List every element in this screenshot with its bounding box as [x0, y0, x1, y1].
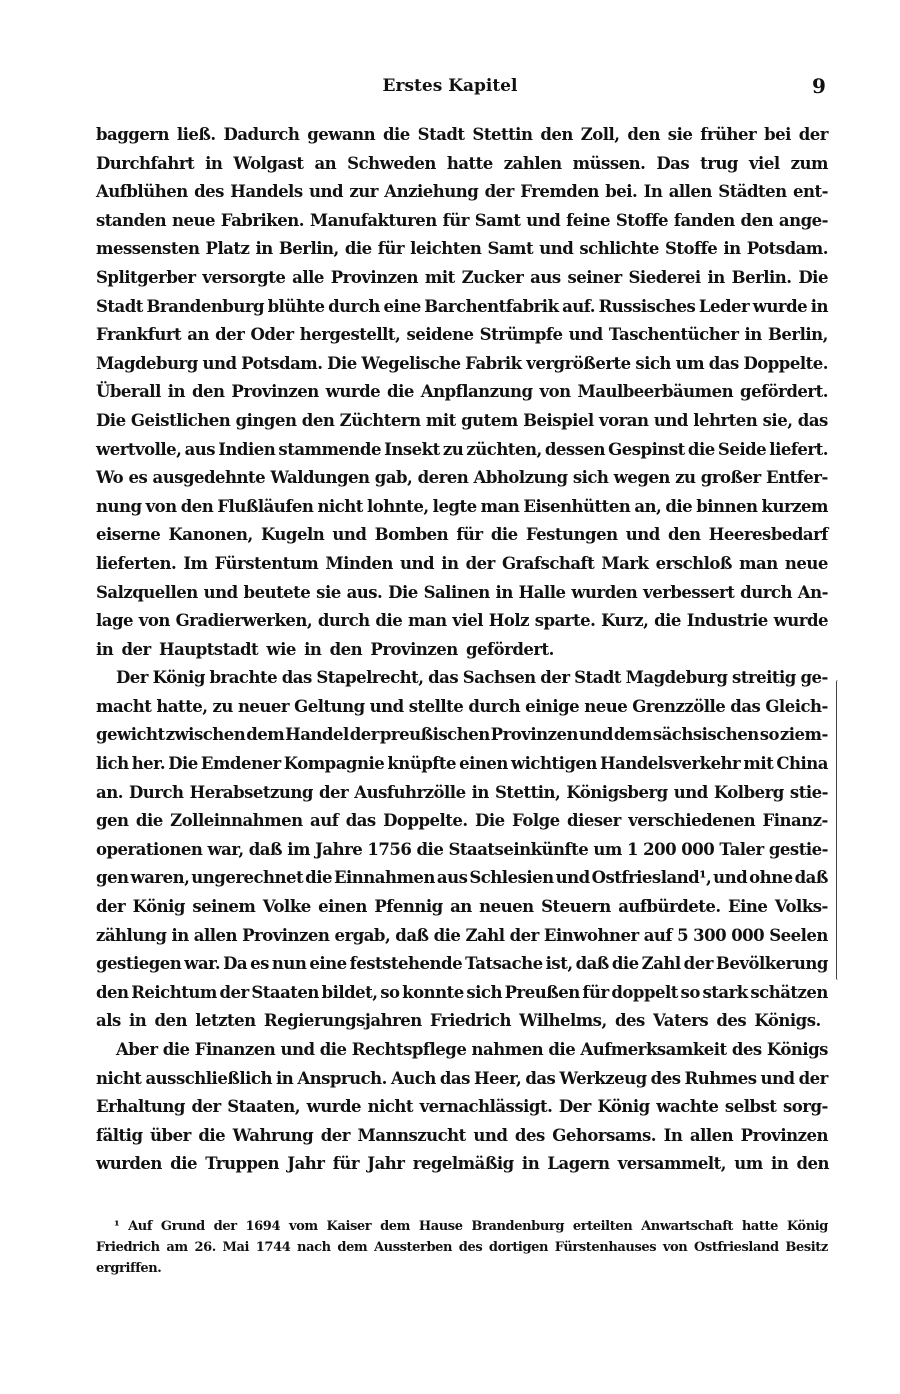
text-line: gewicht zwischen dem Handel der preußischen Provinzen und dem sächsischen so ziem- — [96, 725, 828, 745]
text-line: gen waren, ungerechnet die Einnahmen aus Schlesien und Ostfriesland¹, und ohne daß — [96, 868, 828, 888]
text-line: wurden die Truppen Jahr für Jahr regelmäßig in Lagern versammelt, um in den — [96, 1154, 829, 1174]
footnote — [96, 1216, 828, 1279]
text-line: eiserne Kanonen, Kugeln und Bomben für die Festungen und den Heeresbedarf — [96, 525, 828, 545]
text-line: Der König brachte das Stapelrecht, das Sachsen der Stadt Magdeburg streitig ge- — [116, 668, 828, 688]
text-line: Magdeburg und Potsdam. Die Wegelische Fabrik vergrößerte sich um das Doppelte. — [96, 353, 828, 373]
text-line: Aber die Finanzen und die Rechtspflege nahmen die Aufmerksamkeit des Königs — [116, 1040, 828, 1059]
text-line: Frankfurt an der Oder hergestellt, seidene Strümpfe und Taschentücher in Berlin, — [96, 325, 828, 345]
text-line: Splitgerber versorgte alle Provinzen mit Zucker aus seiner Siederei in Berlin. Die — [96, 267, 828, 287]
text-line: an. Durch Herabsetzung der Ausfuhrzölle in Stettin, Königsberg und Kolberg stie- — [96, 782, 828, 802]
body-text — [96, 121, 828, 1179]
text-line: der König seinem Volke einen Pfennig an neuen Steuern aufbürdete. Eine Volks- — [96, 897, 828, 917]
footnote-line: Friedrich am 26. Mai 1744 nach dem Aussterben des dortigen Fürstenhauses von Ostfriesland Besitz — [96, 1240, 828, 1255]
footnote-line: ergriffen. — [96, 1261, 162, 1276]
text-line: wertvolle, aus Indien stammende Insekt zu züchten, dessen Gespinst die Seide liefert. — [96, 439, 828, 459]
text-line: lieferten. Im Fürstentum Minden und in der Grafschaft Mark erschloß man neue — [96, 553, 828, 573]
text-line: nung von den Flußläufen nicht lohnte, legte man Eisenhütten an, die binnen kurzem — [96, 496, 828, 516]
text-line: Aufblühen des Handels und zur Anziehung der Fremden bei. In allen Städten ent- — [96, 182, 828, 202]
text-line: macht hatte, zu neuer Geltung und stellte durch einige neue Grenzzölle das Gleich- — [96, 696, 828, 716]
text-line: als in den letzten Regierungsjahren Friedrich Wilhelms, des Vaters des Königs. — [96, 1011, 821, 1031]
text-line: Wo es ausgedehnte Waldungen gab, deren Abholzung sich wegen zu großer Entfer- — [96, 468, 828, 488]
running-title: Erstes Kapitel — [382, 76, 518, 96]
text-line: lage von Gradierwerken, durch die man viel Holz sparte. Kurz, die Industrie wurde — [96, 611, 828, 631]
text-line: Überall in den Provinzen wurde die Anpflanzung von Maulbeerbäumen gefördert. — [96, 382, 828, 402]
margin-bracket-mark — [836, 680, 840, 980]
text-line: Erhaltung der Staaten, wurde nicht vernachlässigt. Der König wachte selbst sorg- — [96, 1097, 828, 1117]
text-line: zählung in allen Provinzen ergab, daß die Zahl der Einwohner auf 5 300 000 Seelen — [96, 925, 828, 945]
text-line: Stadt Brandenburg blühte durch eine Barchentfabrik auf. Russisches Leder wurde in — [96, 296, 828, 316]
text-line: lich her. Die Emdener Kompagnie knüpfte einen wichtigen Handelsverkehr mit China — [96, 754, 828, 774]
text-line: Durchfahrt in Wolgast an Schweden hatte zahlen müssen. Das trug viel zum — [96, 153, 828, 173]
footnote-line: ¹ Auf Grund der 1694 vom Kaiser dem Hause Brandenburg erteilten Anwartschaft hatte König — [114, 1219, 828, 1234]
page-number: 9 — [812, 74, 826, 98]
text-line: gestiegen war. Da es nun eine feststehende Tatsache ist, daß die Zahl der Bevölkerung — [96, 954, 828, 974]
text-line: nicht ausschließlich in Anspruch. Auch das Heer, das Werkzeug des Ruhmes und der — [96, 1068, 828, 1088]
text-line: Salzquellen und beutete sie aus. Die Salinen in Halle wurden verbessert durch An- — [96, 582, 828, 602]
text-line: operationen war, daß im Jahre 1756 die Staatseinkünfte um 1 200 000 Taler gestie- — [96, 839, 828, 859]
text-line: in der Hauptstadt wie in den Provinzen gefördert. — [96, 639, 554, 659]
text-line: baggern ließ. Dadurch gewann die Stadt Stettin den Zoll, den sie früher bei der — [96, 125, 828, 144]
text-line: Die Geistlichen gingen den Züchtern mit gutem Beispiel voran und lehrten sie, das — [96, 410, 828, 430]
text-line: gen die Zolleinnahmen auf das Doppelte. Die Folge dieser verschiedenen Finanz- — [96, 811, 828, 831]
text-line: messensten Platz in Berlin, die für leichten Samt und schlichte Stoffe in Potsdam. — [96, 239, 828, 259]
text-line: den Reichtum der Staaten bildet, so konnte sich Preußen für doppelt so stark schätzen — [96, 982, 828, 1002]
text-line: fältig über die Wahrung der Mannszucht und des Gehorsams. In allen Provinzen — [96, 1125, 828, 1145]
text-line: standen neue Fabriken. Manufakturen für Samt und feine Stoffe fanden den ange- — [96, 210, 828, 230]
